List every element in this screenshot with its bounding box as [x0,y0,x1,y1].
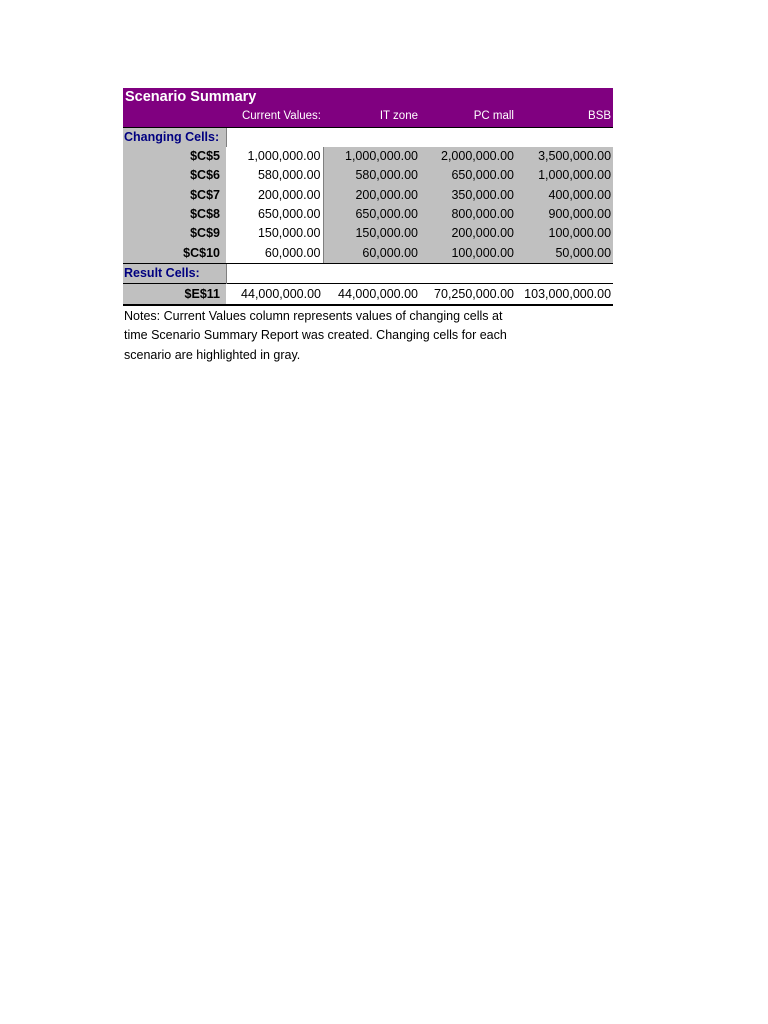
scenario-3-value[interactable]: 50,000.00 [516,243,613,263]
report-title[interactable]: Scenario Summary [123,88,613,107]
scenario-2-value[interactable]: 650,000.00 [420,166,516,185]
scenario-3-value[interactable]: 1,000,000.00 [516,166,613,185]
scenario-3-value[interactable]: 100,000.00 [516,224,613,243]
header-blank[interactable] [123,107,226,127]
current-value[interactable]: 60,000.00 [226,243,323,263]
cell-ref[interactable]: $C$5 [123,147,226,166]
cell-ref[interactable]: $C$8 [123,205,226,224]
scenario-1-value[interactable]: 650,000.00 [323,205,420,224]
scenario-1-value[interactable]: 200,000.00 [323,185,420,204]
scenario-2-value[interactable]: 200,000.00 [420,224,516,243]
table-row [123,166,613,185]
changing-cells-label[interactable]: Changing Cells: [123,127,226,147]
header-scenario-1[interactable]: IT zone [323,107,420,127]
result-scenario-2-value[interactable]: 70,250,000.00 [420,283,516,305]
table-row [123,185,613,204]
table-row [123,147,613,166]
scenario-1-value[interactable]: 1,000,000.00 [323,147,420,166]
header-scenario-2[interactable]: PC mall [420,107,516,127]
scenario-summary-table [123,88,613,306]
column-header-row [123,107,613,127]
result-cells-label[interactable]: Result Cells: [123,263,226,283]
current-value[interactable]: 580,000.00 [226,166,323,185]
current-value[interactable]: 200,000.00 [226,185,323,204]
table-row [123,205,613,224]
section-blank[interactable] [226,263,613,283]
cell-ref[interactable]: $C$9 [123,224,226,243]
changing-cells-section-row [123,127,613,147]
result-row [123,283,613,305]
scenario-summary-sheet [123,88,613,365]
cell-ref[interactable]: $C$10 [123,243,226,263]
result-current-value[interactable]: 44,000,000.00 [226,283,323,305]
scenario-2-value[interactable]: 2,000,000.00 [420,147,516,166]
header-current-values[interactable]: Current Values: [226,107,323,127]
scenario-2-value[interactable]: 100,000.00 [420,243,516,263]
scenario-1-value[interactable]: 580,000.00 [323,166,420,185]
cell-ref[interactable]: $C$6 [123,166,226,185]
scenario-3-value[interactable]: 900,000.00 [516,205,613,224]
title-row [123,88,613,107]
section-blank[interactable] [226,127,613,147]
current-value[interactable]: 650,000.00 [226,205,323,224]
notes-line: scenario are highlighted in gray. [124,347,301,362]
table-row [123,243,613,263]
result-cell-ref[interactable]: $E$11 [123,283,226,305]
notes-line: Notes: Current Values column represents values of changing cells at [124,308,503,323]
report-notes [123,307,524,366]
scenario-1-value[interactable]: 60,000.00 [323,243,420,263]
scenario-3-value[interactable]: 400,000.00 [516,185,613,204]
header-scenario-3[interactable]: BSB [516,107,613,127]
scenario-2-value[interactable]: 800,000.00 [420,205,516,224]
notes-line: time Scenario Summary Report was created. Changing cells for each [124,328,507,343]
table-row [123,224,613,243]
scenario-1-value[interactable]: 150,000.00 [323,224,420,243]
current-value[interactable]: 150,000.00 [226,224,323,243]
current-value[interactable]: 1,000,000.00 [226,147,323,166]
cell-ref[interactable]: $C$7 [123,185,226,204]
result-scenario-3-value[interactable]: 103,000,000.00 [516,283,613,305]
scenario-2-value[interactable]: 350,000.00 [420,185,516,204]
result-scenario-1-value[interactable]: 44,000,000.00 [323,283,420,305]
scenario-3-value[interactable]: 3,500,000.00 [516,147,613,166]
result-cells-section-row [123,263,613,283]
